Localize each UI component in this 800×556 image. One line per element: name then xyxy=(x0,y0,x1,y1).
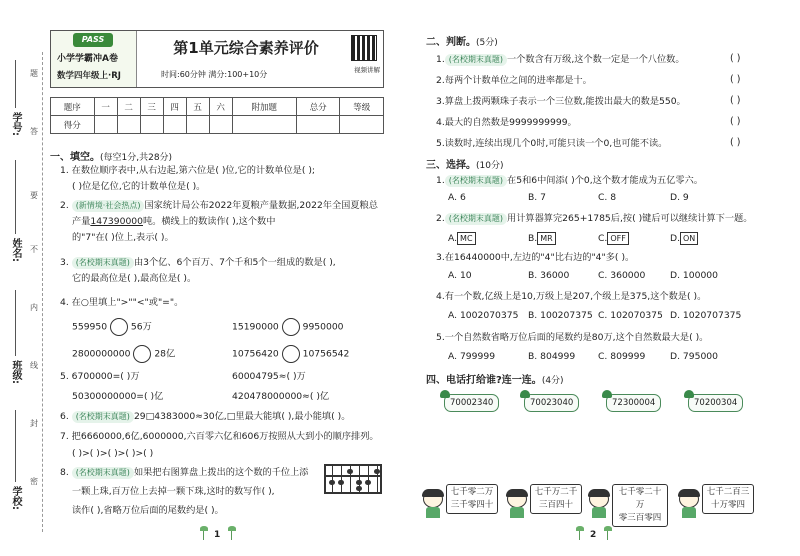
abacus-rod xyxy=(341,466,342,492)
choice-text: 有一个数,亿级上是10,万级上是207,个级上是375,这个数是( )。 xyxy=(444,291,707,302)
compare-circle[interactable] xyxy=(110,318,128,336)
q4-left-value: 559950 xyxy=(72,321,108,333)
section-3-title xyxy=(426,156,503,171)
bubble-line-2: 三百四十 xyxy=(538,500,573,510)
judge-item xyxy=(436,53,685,67)
choice-option[interactable]: B. 36000 xyxy=(528,270,570,281)
choice-option[interactable]: D. 100000 xyxy=(670,270,718,281)
choice-option[interactable]: B. 100207375 xyxy=(528,310,593,321)
sprout-icon xyxy=(604,526,612,540)
choice-number: 3. xyxy=(436,252,445,263)
abacus-bead xyxy=(347,469,353,474)
bubble-line-1: 七千零二十万 xyxy=(618,487,662,510)
phone-number-card[interactable] xyxy=(524,394,579,412)
cut-mark: 线 xyxy=(30,361,38,370)
judge-item xyxy=(436,137,667,151)
q1-line-1: 1. 在数位顺序表中,从右边起,第六位是( )位,它的计数单位是( ); xyxy=(60,165,316,176)
q6-tag: (名校期末真题) xyxy=(72,411,134,423)
choice-option[interactable]: B. 7 xyxy=(528,192,546,203)
q5-item: 60004795≈( )万 xyxy=(232,371,306,382)
right-page xyxy=(400,0,800,556)
q2-tag: (新情境·社会热点) xyxy=(72,200,145,212)
q7-line-1: 7. 把6660000,6亿,6000000,六百零六亿和606万按照从大到小的顺序排列。 xyxy=(60,431,379,442)
speech-bubble[interactable] xyxy=(702,484,754,514)
bubble-line-1: 七千二百三 xyxy=(706,487,750,497)
table-header-cell: 总分 xyxy=(296,98,340,116)
sprout-icon xyxy=(228,526,236,540)
section-3-points: (10分) xyxy=(476,161,504,171)
judge-answer-blank[interactable]: ( ) xyxy=(730,95,741,106)
compare-circle[interactable] xyxy=(133,345,151,363)
child-figure-icon xyxy=(676,490,702,518)
choice-option[interactable]: A. 799999 xyxy=(448,351,496,362)
child-figure-icon xyxy=(586,490,612,518)
abacus-bead xyxy=(365,480,371,485)
abacus-bead xyxy=(329,480,335,485)
cut-mark: 要 xyxy=(30,191,38,200)
school-label: 学校: xyxy=(10,486,21,510)
q3-tag: (名校期末真题) xyxy=(72,257,134,269)
abacus-rod xyxy=(368,466,369,492)
option-letter: B. xyxy=(528,233,538,244)
judge-number: 5. xyxy=(436,138,445,149)
choice-option[interactable]: A. 1002070375 xyxy=(448,310,519,321)
table-row-label: 得分 xyxy=(51,116,95,134)
score-cell[interactable] xyxy=(117,116,140,134)
q2-underlined-number: 147390000 xyxy=(90,216,143,227)
judge-answer-blank[interactable]: ( ) xyxy=(730,137,741,148)
cut-mark: 密 xyxy=(30,477,38,486)
calculator-key: MC xyxy=(457,232,476,245)
q2-line-1: 2. (新情境·社会热点) 国家统计局公布2022年夏粮产量数据,2022年全国夏粮总 xyxy=(60,200,378,211)
telephone-icon xyxy=(684,390,694,398)
q2-text-2b: 吨。横线上的数读作( ),这个数中 xyxy=(142,216,276,227)
class-label: 班级: xyxy=(10,360,21,384)
choice-text: 一个自然数省略万位后面的尾数约是80万,这个自然数最大是( )。 xyxy=(444,332,709,343)
section-1-heading: 一、填空。 xyxy=(50,152,100,163)
choice-option[interactable]: C. 8 xyxy=(598,192,617,203)
series-panel xyxy=(51,31,137,87)
choice-text: 在5和6中间添( )个0,这个数才能成为五亿零六。 xyxy=(507,175,703,186)
section-4-points: (4分) xyxy=(541,376,564,386)
q2-text-1: 国家统计局公布2022年夏粮产量数据,2022年全国夏粮总 xyxy=(144,200,378,211)
choice-option[interactable] xyxy=(448,232,476,245)
judge-number: 3. xyxy=(436,96,445,107)
time-and-score: 时间:60分钟 满分:100+10分 xyxy=(161,70,268,79)
abacus-bead xyxy=(338,480,344,485)
q4-right-value: 9950000 xyxy=(302,321,344,333)
score-cell[interactable] xyxy=(209,116,232,134)
q5-item: 50300000000=( )亿 xyxy=(72,391,164,402)
choice-option[interactable]: D. 9 xyxy=(670,192,689,203)
choice-number: 5. xyxy=(436,332,445,343)
phone-number: 70200304 xyxy=(694,398,738,408)
section-1-title xyxy=(50,148,172,163)
child-figure-icon xyxy=(420,490,446,518)
table-header-cell: 三 xyxy=(140,98,163,116)
judge-text: 算盘上拨两颗珠子表示一个三位数,能拨出最大的数是550。 xyxy=(444,96,686,107)
section-4-heading: 四、电话打给谁?连一连。 xyxy=(426,375,542,386)
phone-number: 70023040 xyxy=(530,398,574,408)
phone-number-card[interactable] xyxy=(606,394,661,412)
judge-text: 读数时,连续出现几个0时,可能只读一个0,也可能不读。 xyxy=(444,138,668,149)
q4-left-value: 2800000000 xyxy=(72,348,131,360)
speech-bubble[interactable] xyxy=(530,484,582,514)
choice-option[interactable]: A. 6 xyxy=(448,192,466,203)
q2-line-3: 的"7"在( )位上,表示( )。 xyxy=(72,232,174,243)
table-header-cell: 四 xyxy=(163,98,186,116)
qr-label: 视频讲解 xyxy=(354,66,380,74)
q4-instruction: 4. 在○里填上">""<"或"="。 xyxy=(60,297,184,308)
section-2-points: (5分) xyxy=(476,38,498,48)
q8-text-1: 如果把右图算盘上拨出的这个数的千位上添 xyxy=(133,467,309,478)
q4-left-value: 10756420 xyxy=(232,348,279,360)
q5-item: 5. 6700000=( )万 xyxy=(60,371,140,382)
choice-question xyxy=(436,290,706,304)
paper-header xyxy=(50,30,384,88)
judge-answer-blank[interactable]: ( ) xyxy=(730,53,741,64)
table-header-cell: 等级 xyxy=(340,98,384,116)
sprout-icon xyxy=(200,526,208,540)
cut-mark: 内 xyxy=(30,303,38,312)
section-2-title xyxy=(426,33,498,48)
bubble-line-2: 零三百零四 xyxy=(618,513,662,523)
class-blank[interactable] xyxy=(15,290,16,356)
calculator-key: ON xyxy=(680,232,698,245)
abacus-bead xyxy=(356,486,362,491)
choice-tag: (名校期末真题) xyxy=(445,175,507,187)
judge-answer-blank[interactable]: ( ) xyxy=(730,116,741,127)
choice-option[interactable]: C. 809999 xyxy=(598,351,646,362)
choice-tag: (名校期末真题) xyxy=(445,213,507,225)
score-cell[interactable] xyxy=(163,116,186,134)
q4-item xyxy=(232,345,349,363)
qr-code-icon[interactable] xyxy=(351,35,377,61)
phone-number-card[interactable] xyxy=(688,394,743,412)
sprout-icon xyxy=(576,526,584,540)
bubble-line-1: 七千零二万 xyxy=(450,487,494,497)
judge-text: 最大的自然数是9999999999。 xyxy=(444,117,577,128)
table-header-cell: 六 xyxy=(209,98,232,116)
q2-line-2 xyxy=(72,215,275,229)
score-cell[interactable] xyxy=(340,116,384,134)
section-4-title xyxy=(426,371,564,386)
id-blank[interactable] xyxy=(15,60,16,108)
judge-text: 每两个计数单位之间的进率都是十。 xyxy=(444,75,592,86)
telephone-icon xyxy=(602,390,612,398)
name-blank[interactable] xyxy=(15,160,16,234)
q2-text-2a: 产量 xyxy=(72,216,91,227)
q7-line-2: ( )>( )>( )>( )>( ) xyxy=(72,448,154,459)
q4-right-value: 10756542 xyxy=(302,348,350,360)
id-label: 学号: xyxy=(10,112,21,136)
judge-number: 2. xyxy=(436,75,445,86)
page-number: 1 xyxy=(214,530,221,540)
abacus-bead xyxy=(374,469,380,474)
child-figure-icon xyxy=(504,490,530,518)
table-row xyxy=(51,98,384,116)
judge-item xyxy=(436,95,686,109)
q8-line-3: 读作( ),省略万位后面的尾数约是( )。 xyxy=(72,505,224,516)
cut-mark: 题 xyxy=(30,69,38,78)
bubble-line-2: 十万零四 xyxy=(710,500,745,510)
judge-item xyxy=(436,116,577,130)
judge-number: 1. xyxy=(436,54,445,65)
bubble-line-2: 三千零四十 xyxy=(450,500,494,510)
abacus-rod xyxy=(332,466,333,492)
score-cell[interactable] xyxy=(296,116,340,134)
q3-text-1: 由3个亿、6个百万、7个千和5个一组成的数是( ), xyxy=(133,257,336,268)
choice-question xyxy=(436,174,703,188)
section-3-heading: 三、选择。 xyxy=(426,160,476,171)
table-header-cell: 题序 xyxy=(51,98,95,116)
choice-option[interactable] xyxy=(670,232,698,245)
q8-tag: (名校期末真题) xyxy=(72,467,134,479)
q4-item xyxy=(72,318,152,336)
choice-option[interactable]: C. 102070375 xyxy=(598,310,663,321)
choice-text: 在16440000中,左边的"4"比右边的"4"多( )。 xyxy=(444,252,635,263)
series-name: 小学学霸冲A卷 xyxy=(57,54,118,64)
score-table xyxy=(50,97,384,134)
choice-option[interactable]: D. 795000 xyxy=(670,351,718,362)
score-cell[interactable] xyxy=(186,116,209,134)
q3-line-1: 3. (名校期末真题) 由3个亿、6个百万、7个千和5个一组成的数是( ), xyxy=(60,257,336,268)
option-letter: D. xyxy=(670,233,680,244)
choice-number: 1. xyxy=(436,175,445,186)
q5-item: 420478000000≈( )亿 xyxy=(232,391,330,402)
section-2-heading: 二、判断。 xyxy=(426,37,476,48)
judge-tag: (名校期末真题) xyxy=(445,54,507,66)
q4-right-value: 56万 xyxy=(130,321,152,333)
school-blank[interactable] xyxy=(15,410,16,482)
grade-label: 数学四年级上·RJ xyxy=(57,71,121,81)
table-header-cell: 五 xyxy=(186,98,209,116)
name-label: 姓名: xyxy=(10,238,21,262)
abacus-beam xyxy=(326,475,380,477)
binding-cut-line xyxy=(42,52,43,532)
score-cell[interactable] xyxy=(94,116,117,134)
phone-number: 70002340 xyxy=(450,398,494,408)
choice-option[interactable]: A. 10 xyxy=(448,270,472,281)
option-letter: A. xyxy=(448,233,458,244)
q4-item xyxy=(232,318,344,336)
telephone-icon xyxy=(520,390,530,398)
choice-question xyxy=(436,251,634,265)
choice-option[interactable] xyxy=(528,232,556,245)
choice-number: 2. xyxy=(436,213,445,224)
telephone-icon xyxy=(440,390,450,398)
compare-circle[interactable] xyxy=(282,318,300,336)
table-header-cell: 附加题 xyxy=(232,98,296,116)
paper-title: 第1单元综合素养评价 xyxy=(173,39,319,57)
choice-option[interactable]: B. 804999 xyxy=(528,351,576,362)
option-letter: C. xyxy=(598,233,608,244)
choice-text: 用计算器算完265+1785后,按( )键后可以继续计算下一题。 xyxy=(507,213,753,224)
calculator-key: OFF xyxy=(607,232,629,245)
q6-line: 6. (名校期末真题) 29□4383000≈30亿,□里最大能填( ),最小能填( )。 xyxy=(60,411,351,422)
abacus-figure xyxy=(324,464,382,494)
pass-logo: PASS xyxy=(73,33,113,47)
phone-number: 72300004 xyxy=(612,398,656,408)
q8-line-2: 一颗上珠,百万位上去掉一颗下珠,这时的数写作( ), xyxy=(72,486,275,497)
q6-text: 29□4383000≈30亿,□里最大能填( ),最小能填( )。 xyxy=(133,411,351,422)
choice-option[interactable]: D. 1020707375 xyxy=(670,310,742,321)
table-row xyxy=(51,116,384,134)
speech-bubble[interactable] xyxy=(446,484,498,514)
judge-number: 4. xyxy=(436,117,445,128)
choice-option[interactable] xyxy=(598,232,629,245)
calculator-key: MR xyxy=(537,232,555,245)
speech-bubble[interactable] xyxy=(612,484,668,527)
q4-left-value: 15190000 xyxy=(232,321,279,333)
q4-right-value: 28亿 xyxy=(154,348,176,360)
judge-item xyxy=(436,74,592,88)
choice-option[interactable]: C. 360000 xyxy=(598,270,646,281)
table-header-cell: 一 xyxy=(94,98,117,116)
choice-number: 4. xyxy=(436,291,445,302)
cut-mark: 答 xyxy=(30,127,38,136)
bubble-line-1: 七千万二千 xyxy=(534,487,578,497)
compare-circle[interactable] xyxy=(282,345,300,363)
q4-item xyxy=(72,345,175,363)
judge-text: 一个数含有万级,这个数一定是一个八位数。 xyxy=(507,54,685,65)
abacus-bead xyxy=(356,480,362,485)
choice-question xyxy=(436,212,752,226)
q1-line-2: ( )位是亿位,它的计数单位是( )。 xyxy=(72,181,206,192)
table-header-cell: 二 xyxy=(117,98,140,116)
cut-mark: 封 xyxy=(30,419,38,428)
choice-question xyxy=(436,331,708,345)
judge-answer-blank[interactable]: ( ) xyxy=(730,74,741,85)
section-1-points: (每空1分,共28分) xyxy=(100,153,173,163)
phone-number-card[interactable] xyxy=(444,394,499,412)
q3-line-2: 它的最高位是( ),最高位是( )。 xyxy=(72,273,197,284)
page-number: 2 xyxy=(590,530,597,540)
q8-line-1: 8. (名校期末真题) 如果把右图算盘上拨出的这个数的千位上添 xyxy=(60,467,309,478)
score-cell[interactable] xyxy=(140,116,163,134)
cut-mark: 不 xyxy=(30,245,38,254)
score-cell[interactable] xyxy=(232,116,296,134)
